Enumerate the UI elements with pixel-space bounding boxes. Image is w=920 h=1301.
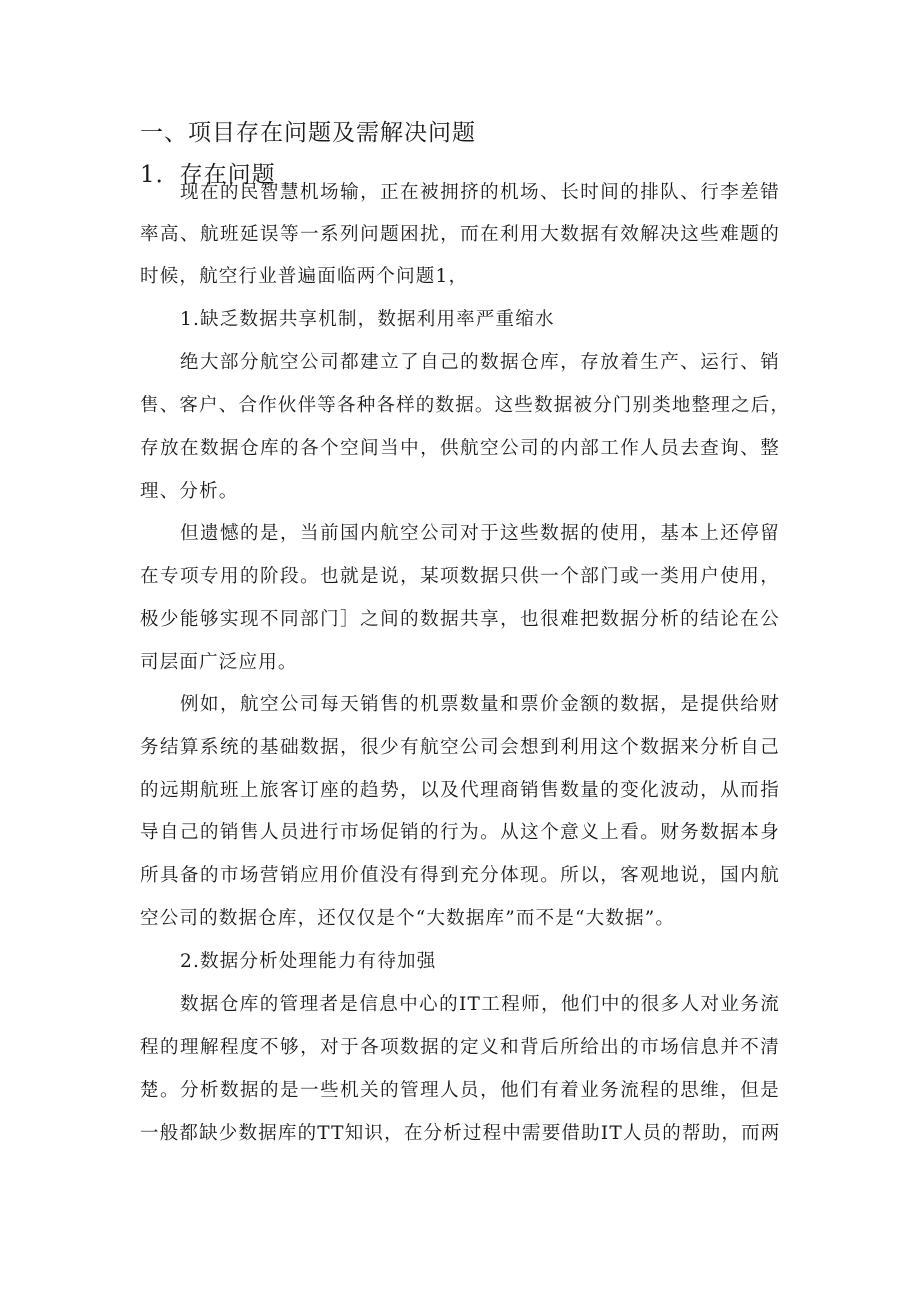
paragraph-line: 导自己的销售人员进行市场促销的行为。从这个意义上看。财务数据本身 [140,822,780,843]
list-item-heading: 2.数据分析处理能力有待加强 [180,951,437,972]
subsection-title: 1．存在问题 [140,162,276,188]
section-title: 一、项目存在问题及需解决问题 [140,120,476,146]
paragraph-line: 极少能够实现不同部门］之间的数据共享，也很难把数据分析的结论在公 [140,609,780,630]
paragraph-line: 空公司的数据仓库，还仅仅是个“大数据库”而不是“大数据”。 [140,908,676,929]
paragraph-line: 楚。分析数据的是一些机关的管理人员，他们有着业务流程的思维，但是 [140,1080,780,1101]
paragraph-line: 存放在数据仓库的各个空间当中，供航空公司的内部工作人员去查询、整 [140,438,780,459]
paragraph-line: 但遗憾的是，当前国内航空公司对于这些数据的使用，基本上还停留 [180,523,780,544]
paragraph-line: 程的理解程度不够，对于各项数据的定义和背后所给出的市场信息并不清 [140,1037,780,1058]
paragraph-line: 时候，航空行业普遍面临两个问题1， [140,266,469,287]
paragraph-line: 例如，航空公司每天销售的机票数量和票价金额的数据，是提供给财 [180,694,780,715]
paragraph-line: 务结算系统的基础数据，很少有航空公司会想到利用这个数据来分析自己 [140,737,780,758]
paragraph-line: 绝大部分航空公司都建立了自己的数据仓库，存放着生产、运行、销 [180,352,780,373]
paragraph-line: 数据仓库的管理者是信息中心的IT工程师，他们中的很多人对业务流 [180,994,780,1015]
paragraph-line: 理、分析。 [140,481,239,502]
paragraph-line: 售、客户、合作伙伴等各种各样的数据。这些数据被分门别类地整理之后， [140,395,791,416]
paragraph-line: 的远期航班上旅客订座的趋势，以及代理商销售数量的变化波动，从而指 [140,780,780,801]
paragraph-line: 现在的民智慧机场输，正在被拥挤的机场、长时间的排队、行李差错 [180,182,780,203]
paragraph-line: 司层面广泛应用。 [140,652,298,673]
list-item-heading: 1.缺乏数据共享机制，数据利用率严重缩水 [180,309,555,330]
paragraph-line: 一般都缺少数据库的TT知识，在分析过程中需要借助IT人员的帮助，而两 [140,1123,781,1144]
paragraph-line: 率高、航班延误等一系列问题困扰，而在利用大数据有效解决这些难题的 [140,224,780,245]
paragraph-line: 所具备的市场营销应用价值没有得到充分体现。所以，客观地说，国内航 [140,865,780,886]
paragraph-line: 在专项专用的阶段。也就是说，某项数据只供一个部门或一类用户使用， [140,566,780,587]
